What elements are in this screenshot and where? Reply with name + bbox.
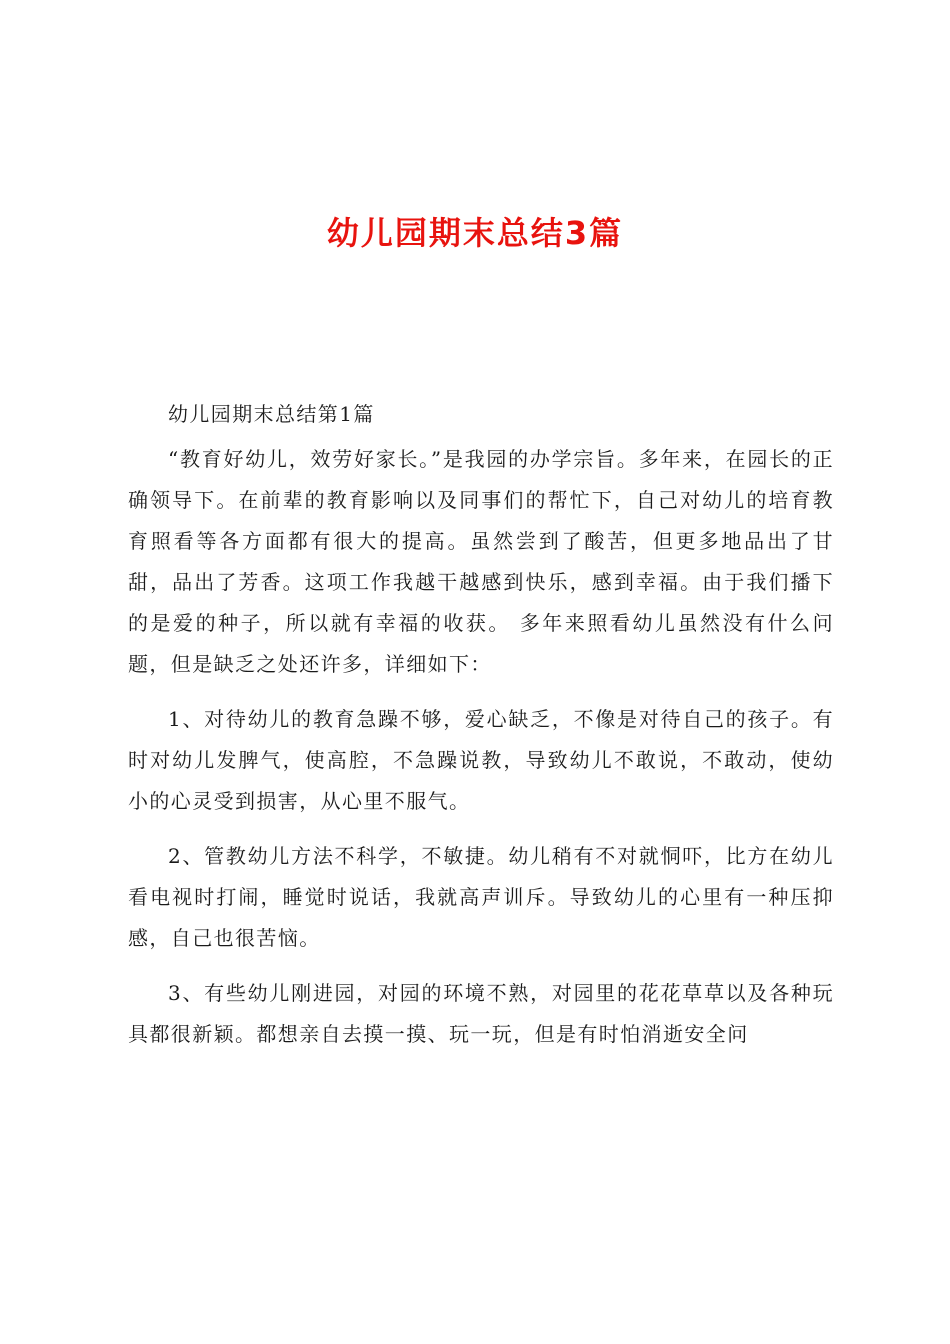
paragraph-intro: “教育好幼儿，效劳好家长。”是我园的办学宗旨。多年来，在园长的正确领导下。在前辈的教育影响以及同事们的帮忙下，自己对幼儿的培育教育照看等各方面都有很大的提高。虽然尝到了酸苦，但更多地品出了甘甜，品出了芳香。这项工作我越干越感到快乐，感到幸福。由于我们播下的是爱的种子，所以就有幸福的收获。 多年来照看幼儿虽然没有什么问题，但是缺乏之处还许多，详细如下： bbox=[128, 447, 834, 676]
section-heading: 幼儿园期末总结第1篇 bbox=[168, 402, 375, 426]
document-body bbox=[128, 394, 834, 1069]
paragraph-item-3: 3、有些幼儿刚进园，对园的环境不熟，对园里的花花草草以及各种玩具都很新颖。都想亲自去摸一摸、玩一玩，但是有时怕消逝安全问 bbox=[128, 981, 834, 1046]
paragraph-item-2: 2、管教幼儿方法不科学，不敏捷。幼儿稍有不对就恫吓，比方在幼儿看电视时打闹，睡觉时说话，我就高声训斥。导致幼儿的心里有一种压抑感，自己也很苦恼。 bbox=[128, 844, 834, 950]
document-title: 幼儿园期末总结3篇 bbox=[326, 214, 624, 252]
paragraph-item-1: 1、对待幼儿的教育急躁不够，爱心缺乏，不像是对待自己的孩子。有时对幼儿发脾气，使高腔，不急躁说教，导致幼儿不敢说，不敢动，使幼小的心灵受到损害，从心里不服气。 bbox=[128, 707, 834, 813]
